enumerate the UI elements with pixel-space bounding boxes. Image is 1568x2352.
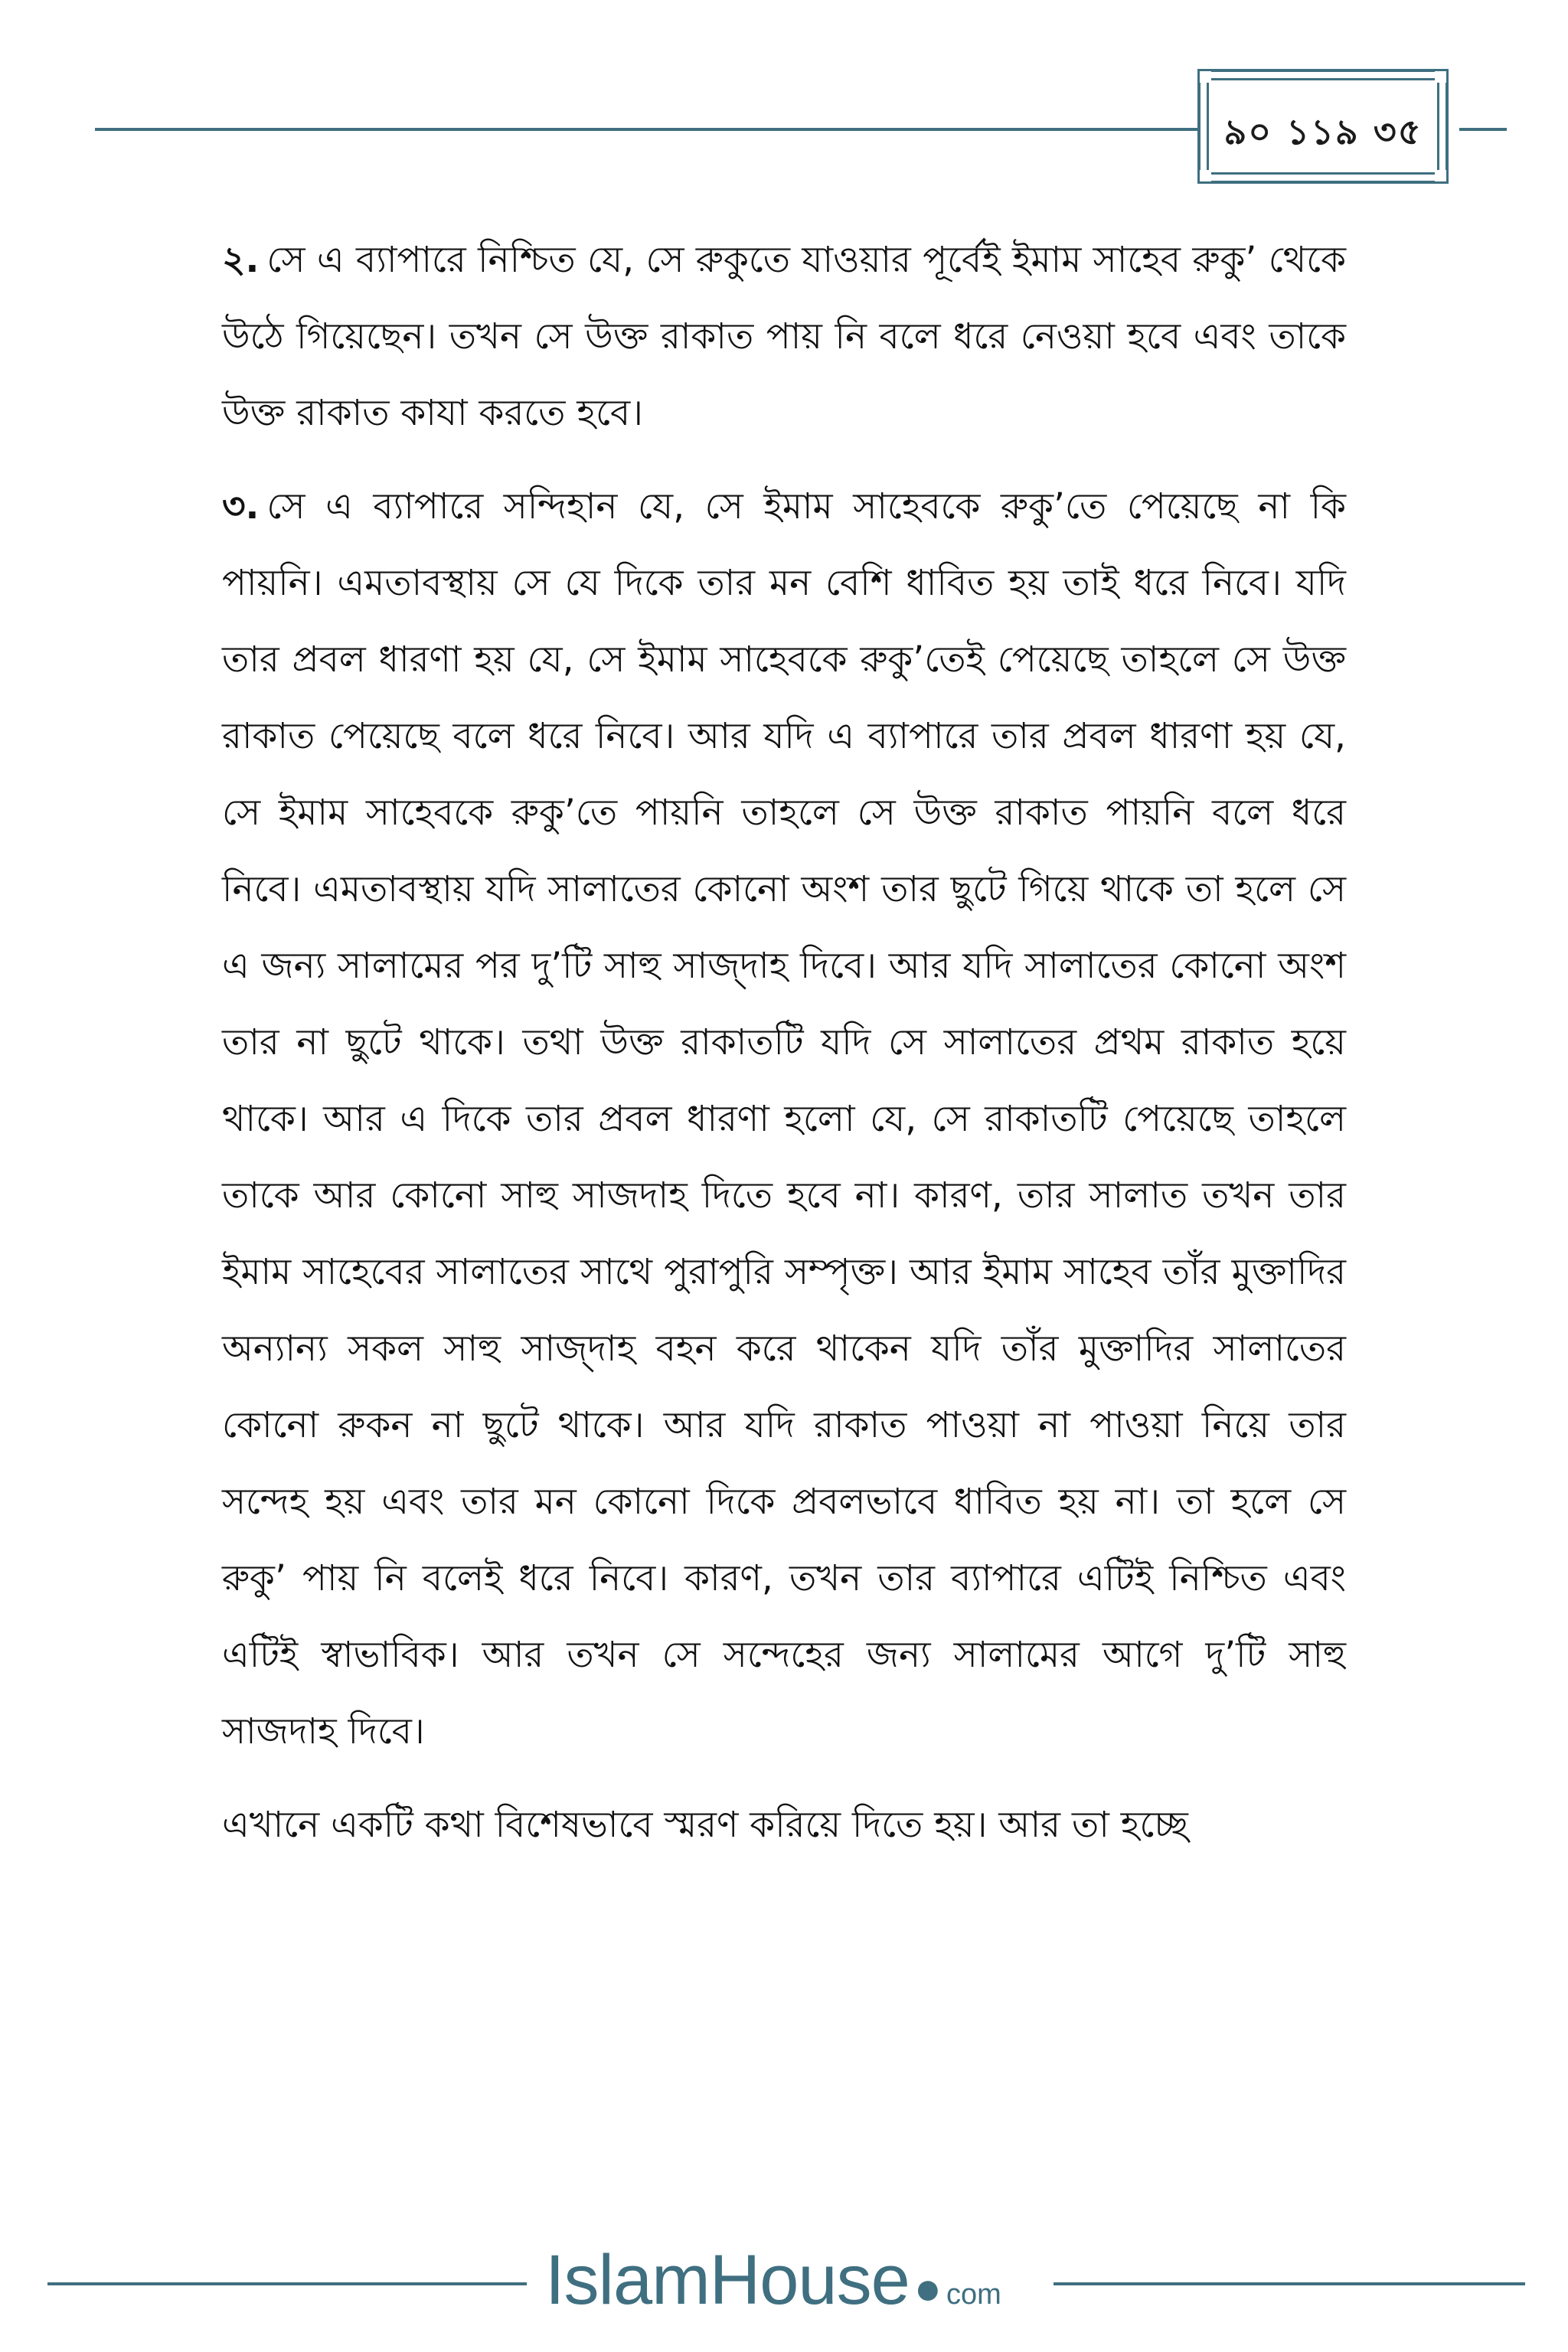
corner-ornament: [1435, 170, 1449, 184]
paragraph-number: ২.: [222, 239, 260, 281]
brand-name: IslamHouse: [545, 2241, 910, 2319]
paragraph-2: [222, 222, 1346, 452]
header-rule-right: [1459, 128, 1507, 131]
footer-rule-right: [1054, 2282, 1525, 2285]
corner-ornament: [1197, 69, 1211, 83]
paragraph-continuation: [222, 1787, 1346, 1864]
paragraph-3: [222, 469, 1346, 1770]
header-rule-left: [95, 128, 1197, 131]
paragraph-number: ৩.: [222, 485, 260, 528]
islamhouse-logo: [545, 2240, 1001, 2317]
paragraph-text: সে এ ব্যাপারে সন্দিহান যে, সে ইমাম সাহেবকে রুকু’তে পেয়েছে না কি পায়নি। এমতাবস্থায় সে যে দিকে তার মন বেশি ধাবিত হয় তাই ধরে নিবে। যদি তার প্রবল ধারণা হয় যে, সে ইমাম সাহেবকে রুকু’তেই পেয়েছে তাহলে সে উক্ত রাকাত পেয়েছে বলে ধরে নিবে। আর যদি এ ব্যাপারে তার প্রবল ধারণা হয় যে, সে ইমাম সাহেবকে রুকু’তে পায়নি তাহলে সে উক্ত রাকাত পায়নি বলে ধরে নিবে। এমতাবস্থায় যদি সালাতের কোনো অংশ তার ছুটে গিয়ে থাকে তা হলে সে এ জন্য সালামের পর দু’টি সাহু সাজ্দাহ দিবে। আর যদি সালাতের কোনো অংশ তার না ছুটে থাকে। তথা উক্ত রাকাতটি যদি সে সালাতের প্রথম রাকাত হয়ে থাকে। আর এ দিকে তার প্রবল ধারণা হলো যে, সে রাকাতটি পেয়েছে তাহলে তাকে আর কোনো সাহু সাজদাহ দিতে হবে না। কারণ, তার সালাত তখন তার ইমাম সাহেবের সালাতের সাথে পুরাপুরি সম্পৃক্ত। আর ইমাম সাহেব তাঁর মুক্তাদির অন্যান্য সকল সাহু সাজ্দাহ বহন করে থাকেন যদি তাঁর মুক্তাদির সালাতের কোনো রুকন না ছুটে থাকে। আর যদি রাকাত পাওয়া না পাওয়া নিয়ে তার সন্দেহ হয় এবং তার মন কোনো দিকে প্রবলভাবে ধাবিত হয় না। তা হলে সে রুকু’ পায় নি বলেই ধরে নিবে। কারণ, তখন তার ব্যাপারে এটিই নিশ্চিত এবং এটিই স্বাভাবিক। আর তখন সে সন্দেহের জন্য সালামের আগে দু’টি সাহু সাজদাহ দিবে।: [222, 485, 1346, 1753]
brand-tld: com: [946, 2278, 1001, 2311]
corner-ornament: [1197, 170, 1211, 184]
paragraph-text: সে এ ব্যাপারে নিশ্চিত যে, সে রুকুতে যাওয়ার পূর্বেই ইমাম সাহেব রুকু’ থেকে উঠে গিয়েছেন। তখন সে উক্ত রাকাত পায় নি বলে ধরে নেওয়া হবে এবং তাকে উক্ত রাকাত কাযা করতে হবে।: [222, 239, 1346, 434]
corner-ornament: [1435, 69, 1449, 83]
dot-icon: ●: [913, 2262, 942, 2314]
paragraph-text: এখানে একটি কথা বিশেষভাবে স্মরণ করিয়ে দিতে হয়। আর তা হচ্ছে: [222, 1804, 1188, 1846]
footer-rule-left: [47, 2282, 527, 2285]
body-text: [222, 222, 1346, 1880]
page-number: ৯০ ১১৯ ৩৫: [1223, 111, 1423, 152]
page-number-box: [1197, 69, 1449, 184]
